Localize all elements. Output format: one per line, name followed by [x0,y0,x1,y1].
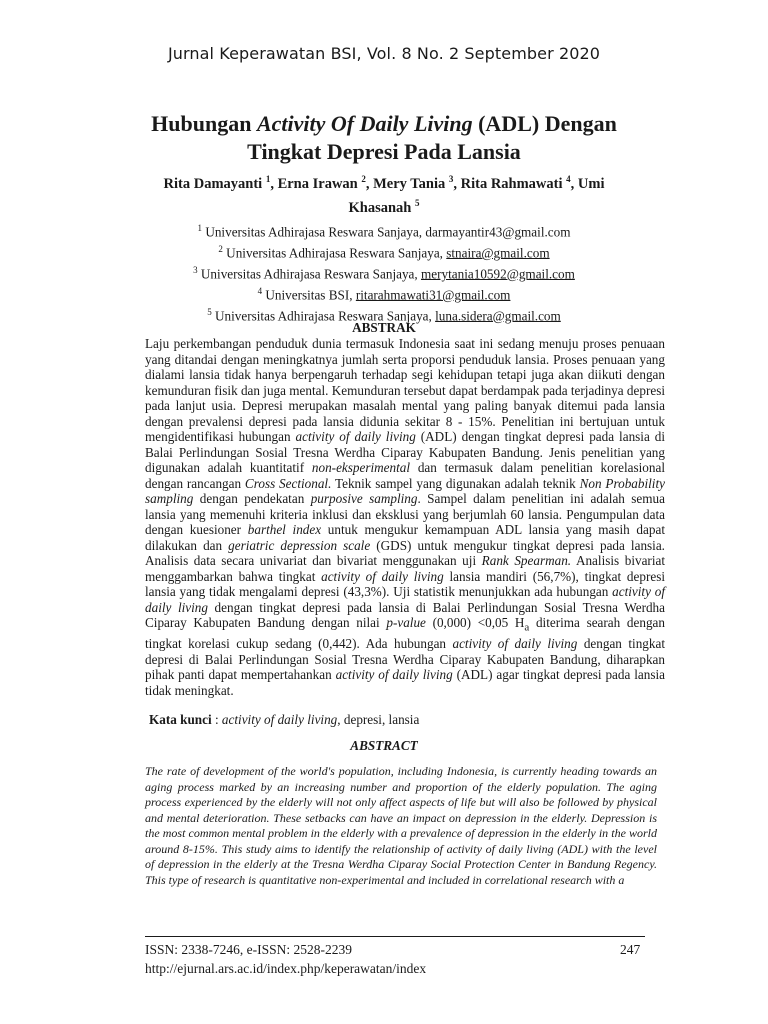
abstrak-text: (ADL) agar tingkat depresi pada lansia tidak meningkat. [145,667,666,698]
email-link[interactable]: ritarahmawati31@gmail.com [355,287,511,303]
abstrak-text: untuk mengukur kemampuan ADL lansia yang masih dapat dilakukan dan [145,522,665,553]
author-name: Erna Irawan [277,175,358,192]
affiliation-item [140,283,628,304]
title-suffix: (ADL) Dengan [472,111,617,136]
abstrak-italic: Rank Spearman. [481,553,572,568]
affiliation-org: Universitas Adhirajasa Reswara Sanjaya, [215,307,436,323]
affiliation-list [140,220,628,324]
footer-issn: ISSN: 2338-7246, e-ISSN: 2528-2239 [145,942,353,957]
abstrak-italic: activity of daily living [145,584,665,615]
affiliation-item [140,262,628,283]
abstrak-text: . Sampel dalam penelitian ini adalah semua lansia yang memenuhi kriteria inklusi dan eksklusi yang berjumlah 60 lansia. Pengumpulan data dengan kuesioner [145,491,665,537]
title-italic: Activity Of Daily Living [256,111,473,136]
author-sup: 4 [566,174,571,184]
abstract-body: The rate of development of the world's population, including Indonesia, is currently heading towards an aging process marked by an increasing number and proportion of the elderly population. The aging process experienced by the elderly will not only affect aspects of life but will also be followed by physical and mental deterioration. These setbacks can have an impact on depression in the elderly. Depression is the most common mental problem in the elderly with a prevalence of depression in the elderly in the world around 8-15%. This study aims to identify the relationship of activity of daily living (ADL) with the level of depression in the elderly at the Tresna Werdha Ciparay Social Protection Center in Bandung Regency. This type of research is quantitative non-experimental and included in correlational research with a [145,764,657,887]
title-line2: Tingkat Depresi Pada Lansia [247,139,521,164]
author-name: Rita Damayanti [163,175,263,192]
abstrak-text: (ADL) dengan tingkat depresi pada lansia di Balai Perlindungan Sosial Tresna Werdha Ciparay Kabupaten Bandung. Jenis penelitian yang digunakan adalah kuantitatif [145,429,666,475]
abstrak-text: (0,000) <0,05 H [425,615,525,630]
keywords-sep: : [211,712,222,727]
affiliation-org: Universitas Adhirajasa Reswara Sanjaya, [205,224,426,240]
affiliation-sup: 4 [257,285,263,296]
footer-divider [145,936,645,937]
journal-header: Jurnal Keperawatan BSI, Vol. 8 No. 2 September 2020 [167,44,601,63]
abstrak-text: dan termasuk dalam penelitian korelasional dengan rancangan [145,460,665,491]
abstrak-italic: geriatric depression scale [228,537,371,553]
abstrak-text: lansia mandiri (56,7%), tingkat depresi lansia yang tidak mengalami depresi (43,3%). Uji statistik menunjukkan ada hubungan [145,568,665,599]
author-sup: 2 [361,174,366,184]
keywords-label: Kata kunci [149,712,212,727]
abstrak-body [145,336,665,698]
abstrak-italic: Cross Sectional. [244,475,332,491]
abstrak-text: (GDS) untuk mengukur tingkat depresi pada lansia. Analisis data secara univariat dan bivariat menggunakan uji [145,537,665,568]
abstract-heading: ABSTRACT [350,738,418,753]
affiliation-sup: 2 [218,243,223,254]
abstrak-italic: barthel index [247,522,322,537]
affiliation-sup: 1 [197,223,203,233]
abstrak-italic: activity of daily living [321,568,444,584]
abstrak-italic: purposive sampling [310,491,418,506]
keywords [149,712,419,728]
affiliation-org: Universitas BSI, [265,287,356,303]
abstrak-text: Teknik sampel yang digunakan adalah teknik [331,475,580,491]
page-number: 247 [620,942,641,957]
abstrak-subscript: a [524,621,530,634]
affiliation-item [140,220,628,241]
abstrak-italic: activity of daily living [335,667,453,683]
affiliation-email: darmayantir43@gmail.com [425,224,571,240]
affiliation-org: Universitas Adhirajasa Reswara Sanjaya, [226,245,447,261]
title-prefix: Hubungan [151,111,257,136]
author-name: Mery Tania [373,175,446,192]
abstrak-text: dengan pendekatan [193,491,311,506]
affiliation-sup: 5 [207,306,212,317]
abstrak-italic: p-value [386,615,426,630]
author-name: Umi Khasanah [348,175,605,216]
author-name: Rita Rahmawati [460,175,563,192]
keywords-italic: activity of daily living [221,712,338,727]
abstrak-italic: activity of daily living [452,636,578,652]
author-sup: 3 [448,174,454,184]
footer-url[interactable]: http://ejurnal.ars.ac.id/index.php/keperawatan/index [145,961,427,976]
author-sup: 1 [265,174,271,184]
affiliation-org: Universitas Adhirajasa Reswara Sanjaya, [200,266,421,282]
abstrak-text: dengan tingkat depresi di Balai Perlindungan Sosial Tresna Werdha Ciparay Kabupaten Bandung, diharapkan pihak panti dapat mempertahankan [145,636,665,683]
abstrak-italic: non-eksperimental [311,460,411,475]
abstrak-italic: activity of daily living [295,429,416,444]
affiliation-item [140,241,628,262]
keywords-rest: , depresi, lansia [337,712,420,727]
abstrak-text: diterima searah dengan tingkat korelasi cukup sedang (0,442). Ada hubungan [145,615,665,652]
paper-title [120,110,648,166]
email-link[interactable]: stnaira@gmail.com [446,245,550,261]
email-link[interactable]: luna.sidera@gmail.com [435,307,561,323]
author-list: Rita Damayanti $^1$, Erna Irawan $^2$, Mery Tania $^3$, Rita Rahmawati $^4$, Umi Khasanah $^5$ [163,174,605,216]
abstrak-text: Laju perkembangan penduduk dunia termasuk Indonesia saat ini sedang menuju proses penuaan yang ditandai dengan meningkatnya jumlah serta proporsi penduduk lansia. Proses penuaan yang dialami lansia tidak hanya berpengaruh terhadap segi kehidupan tetapi juga akan diikuti dengan kemunduran fisik dan juga mental. Kemunduran tersebut dapat berdampak pada terjadinya depresi pada lanjut usia. Depresi merupakan masalah mental yang paling banyak ditemui pada lansia dengan prevalensi depresi pada lansia didunia sekitar 8 - 15%. Penelitian ini bertujuan untuk mengidentifikasi hubungan [145,336,665,444]
affiliation-sup: 3 [193,264,198,275]
abstrak-text: dengan tingkat depresi pada lansia di Balai Perlindungan Sosial Tresna Werdha Ciparay Kabupaten Bandung dengan nilai [145,599,665,630]
email-link[interactable]: merytania10592@gmail.com [421,266,575,282]
author-sup: 5 [415,197,420,208]
abstrak-text: Analisis bivariat menggambarkan bahwa tingkat [145,553,665,584]
abstrak-heading: ABSTRAK [352,320,416,335]
abstrak-italic: Non Probability sampling [145,475,665,506]
